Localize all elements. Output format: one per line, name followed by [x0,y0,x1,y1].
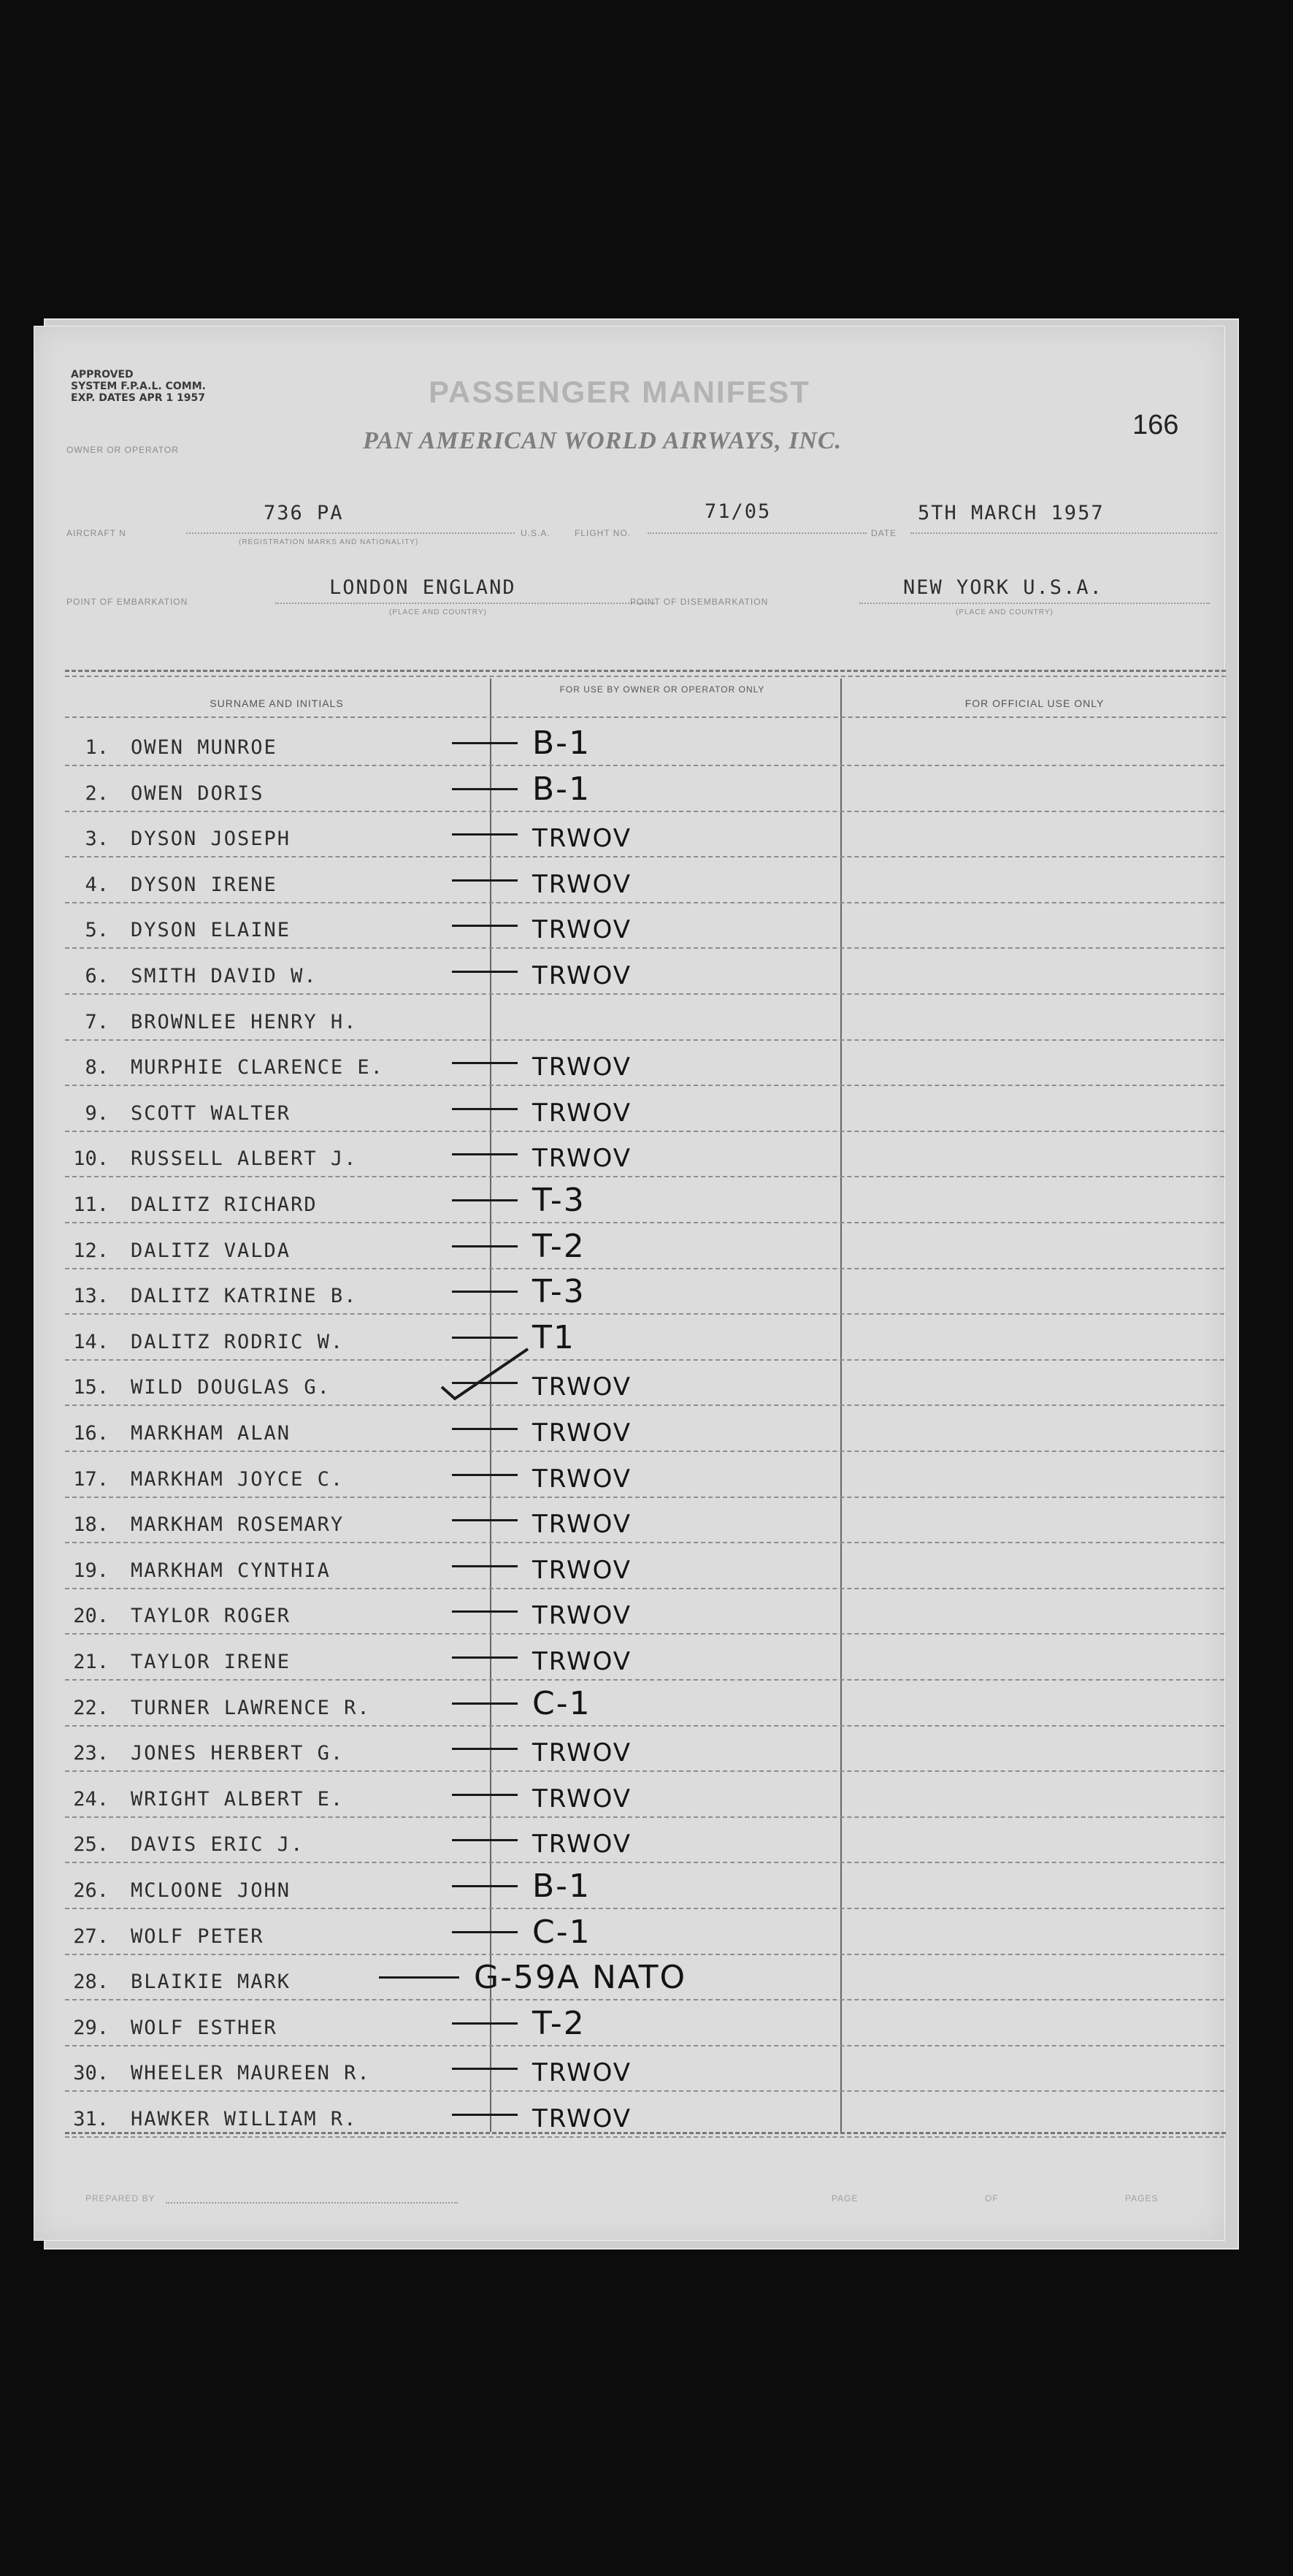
table-row [65,2046,1224,2092]
operator-code: T1 [532,1318,575,1356]
pen-dash [452,1656,518,1659]
footer-of: OF [985,2193,999,2204]
passenger-name: WRIGHT ALBERT E. [131,1787,345,1811]
pen-dash [452,1885,518,1887]
embark-underline [275,603,655,604]
table-row [65,903,1224,949]
passenger-number: 31. [73,2108,109,2130]
passenger-number: 20. [73,1605,109,1628]
operator-code: TRWOV [532,1510,632,1540]
footer-pages: PAGES [1125,2193,1159,2204]
pen-dash [452,1291,518,1293]
pen-dash [452,879,518,882]
passenger-number: 18. [73,1513,109,1537]
table-row [65,1315,1224,1361]
check-mark-icon [437,1343,532,1402]
table-row [65,1132,1224,1177]
pen-dash [452,1610,518,1613]
passenger-number: 24. [73,1787,109,1811]
operator-code: TRWOV [532,1830,632,1860]
table-row [65,1498,1224,1543]
passenger-name: MCLOONE JOHN [131,1879,291,1902]
passenger-name: TAYLOR IRENE [131,1651,291,1673]
operator-code: B-1 [532,725,591,762]
passenger-name: RUSSELL ALBERT J. [131,1147,358,1171]
passenger-number: 6. [85,965,109,987]
operator-code: TRWOV [532,915,632,945]
passenger-name: MARKHAM ROSEMARY [131,1513,345,1537]
passenger-name: DYSON JOSEPH [131,828,291,851]
pen-dash [379,1976,459,1979]
embark-label: POINT OF EMBARKATION [66,597,188,607]
passenger-name: OWEN MUNROE [131,736,277,759]
operator-code: TRWOV [532,1738,632,1768]
passenger-name: WOLF PETER [131,1925,264,1948]
table-row [65,1589,1224,1635]
table-row [65,1955,1224,2000]
passenger-name: DYSON ELAINE [131,919,291,942]
operator-code: TRWOV [532,1098,632,1128]
pen-dash [452,1519,518,1521]
table-row [65,1453,1224,1498]
passenger-name: MURPHIE CLARENCE E. [131,1056,384,1079]
pen-dash [452,1748,518,1750]
table-row [65,1087,1224,1132]
operator-code: T-2 [532,1227,586,1265]
approved-stamp [71,369,206,404]
pen-dash [452,1108,518,1110]
operator-code: TRWOV [532,1372,632,1402]
passenger-number: 8. [85,1056,109,1079]
table-row [65,1910,1224,1955]
table-row [65,858,1224,903]
aircraft-label: AIRCRAFT N [66,528,126,538]
passenger-name: TAYLOR ROGER [131,1605,291,1628]
table-row [65,949,1224,995]
passenger-name: MARKHAM JOYCE C. [131,1467,345,1491]
operator-code: TRWOV [532,824,632,854]
passenger-name: HAWKER WILLIAM R. [131,2108,358,2130]
pen-dash [452,925,518,927]
operator-code: TRWOV [532,1647,632,1676]
pen-dash [452,1337,518,1339]
passenger-number: 12. [73,1239,109,1262]
operator-code: TRWOV [532,1418,632,1448]
flight-underline [648,532,867,534]
passenger-number: 7. [85,1010,109,1033]
pen-dash [452,1153,518,1155]
operator-code: TRWOV [532,869,632,899]
passenger-number: 16. [73,1422,109,1445]
manifest-sheet [34,326,1225,2241]
passenger-number: 1. [85,736,109,759]
passenger-name: SCOTT WALTER [131,1101,291,1125]
passenger-name: WHEELER MAUREEN R. [131,2062,371,2085]
table-row [65,995,1224,1041]
passenger-name: SMITH DAVID W. [131,965,318,987]
passenger-number: 23. [73,1742,109,1765]
table-row [65,1635,1224,1681]
operator-code: TRWOV [532,2104,632,2133]
passenger-name: DAVIS ERIC J. [131,1833,304,1857]
passenger-number: 13. [73,1285,109,1308]
passenger-number: 29. [73,2016,109,2039]
passenger-name: DALITZ RODRIC W. [131,1330,345,1353]
aircraft-value: 736 PA [264,502,344,524]
table-row [65,767,1224,812]
passenger-number: 9. [85,1101,109,1125]
operator-code: T-3 [532,1273,586,1311]
pen-dash [452,742,518,744]
date-label: DATE [871,528,897,538]
pen-dash [452,1794,518,1796]
owner-operator: PAN AMERICAN WORLD AIRWAYS, INC. [363,427,843,454]
approved-line: EXP. DATES APR 1 1957 [71,392,206,404]
passenger-name: DALITZ KATRINE B. [131,1285,358,1308]
approved-line: APPROVED [71,369,134,381]
column-header-names: SURNAME AND INITIALS [210,697,344,709]
operator-code: TRWOV [532,961,632,990]
passenger-name: JONES HERBERT G. [131,1742,345,1765]
operator-code: C-1 [532,1913,591,1951]
table-row [65,1178,1224,1223]
passenger-name: BLAIKIE MARK [131,1971,291,1994]
owner-label: OWNER OR OPERATOR [66,445,179,455]
operator-code: TRWOV [532,1555,632,1585]
operator-code: TRWOV [532,1144,632,1174]
pen-dash [452,788,518,790]
operator-code: TRWOV [532,1052,632,1082]
date-underline [910,532,1217,534]
operator-code: TRWOV [532,1784,632,1813]
passenger-number: 14. [73,1330,109,1353]
table-row [65,2001,1224,2046]
table-row [65,721,1224,766]
passenger-name: DYSON IRENE [131,873,277,896]
table-row [65,1269,1224,1315]
operator-code: B-1 [532,770,591,808]
approved-line: SYSTEM F.P.A.L. COMM. [71,381,206,392]
passenger-number: 10. [73,1147,109,1171]
pen-dash [452,2022,518,2025]
disembark-sub: (PLACE AND COUNTRY) [956,608,1054,616]
table-top-rule [65,670,1226,672]
operator-code: TRWOV [532,2058,632,2088]
flight-label: FLIGHT NO. [575,528,632,538]
passenger-name: WOLF ESTHER [131,2016,277,2039]
passenger-name: WILD DOUGLAS G. [131,1376,331,1399]
page-title: PASSENGER MANIFEST [429,375,810,409]
pen-dash [452,1839,518,1841]
operator-code: T-2 [532,2004,586,2042]
operator-code: TRWOV [532,1601,632,1631]
disembark-value: NEW YORK U.S.A. [903,576,1103,599]
aircraft-underline [186,532,515,534]
passenger-number: 22. [73,1696,109,1719]
pen-dash [452,833,518,836]
passenger-number: 25. [73,1833,109,1857]
table-row [65,1544,1224,1589]
disembark-underline [859,603,1210,604]
table-row [65,2092,1224,2138]
pen-dash [452,1199,518,1201]
pen-dash [452,1702,518,1705]
passenger-number: 19. [73,1559,109,1582]
table-row [65,1727,1224,1772]
operator-code: TRWOV [532,1464,632,1494]
page-number: 166 [1132,410,1179,440]
row-rule [65,2136,1224,2138]
pen-dash [452,971,518,973]
passenger-name: BROWNLEE HENRY H. [131,1010,358,1033]
passenger-name: MARKHAM CYNTHIA [131,1559,331,1582]
pen-dash [452,1428,518,1430]
date-value: 5TH MARCH 1957 [918,502,1105,524]
passenger-number: 27. [73,1925,109,1948]
registration-note: (REGISTRATION MARKS AND NATIONALITY) [239,538,419,546]
column-header-owner: FOR USE BY OWNER OR OPERATOR ONLY [559,684,765,695]
passenger-number: 21. [73,1651,109,1673]
passenger-name: MARKHAM ALAN [131,1422,291,1445]
operator-code: T-3 [532,1182,586,1219]
table-row [65,1818,1224,1863]
operator-code: G-59A NATO [474,1959,687,1997]
embark-sub: (PLACE AND COUNTRY) [389,608,487,616]
table-row [65,812,1224,857]
table-row [65,1407,1224,1452]
pen-dash [452,1474,518,1476]
passenger-name: DALITZ VALDA [131,1239,291,1262]
passenger-name: OWEN DORIS [131,781,264,805]
passenger-number: 17. [73,1467,109,1491]
pen-dash [452,2068,518,2070]
table-row [65,1681,1224,1727]
passenger-number: 26. [73,1879,109,1902]
footer-page: PAGE [832,2193,859,2204]
flight-value: 71/05 [705,500,772,523]
pen-dash [452,2114,518,2116]
pen-dash [452,1245,518,1247]
pen-dash [452,1565,518,1567]
passenger-number: 2. [85,781,109,805]
operator-code: B-1 [532,1868,591,1905]
prepared-by-line [166,2202,458,2204]
usa-label: U.S.A. [521,528,550,538]
passenger-name: TURNER LAWRENCE R. [131,1696,371,1719]
passenger-number: 4. [85,873,109,896]
table-row [65,1864,1224,1909]
table-row [65,1041,1224,1086]
disembark-label: POINT OF DISEMBARKATION [630,597,769,607]
operator-code: C-1 [532,1684,591,1722]
column-header-official: FOR OFFICIAL USE ONLY [964,697,1105,709]
passenger-number: 15. [73,1376,109,1399]
table-row [65,1361,1224,1406]
passenger-number: 5. [85,919,109,942]
passenger-number: 28. [73,1971,109,1994]
table-row [65,1224,1224,1269]
pen-dash [452,1931,518,1933]
header-underline [65,716,1226,718]
footer-prepared-by: PREPARED BY [85,2193,156,2204]
table-bottom-rule [65,2132,1226,2134]
passenger-number: 30. [73,2062,109,2085]
passenger-number: 3. [85,828,109,851]
table-row [65,1773,1224,1818]
pen-dash [452,1062,518,1064]
embark-value: LONDON ENGLAND [329,576,516,599]
passenger-name: DALITZ RICHARD [131,1193,318,1216]
passenger-number: 11. [73,1193,109,1216]
table-top-rule-2 [65,676,1226,677]
